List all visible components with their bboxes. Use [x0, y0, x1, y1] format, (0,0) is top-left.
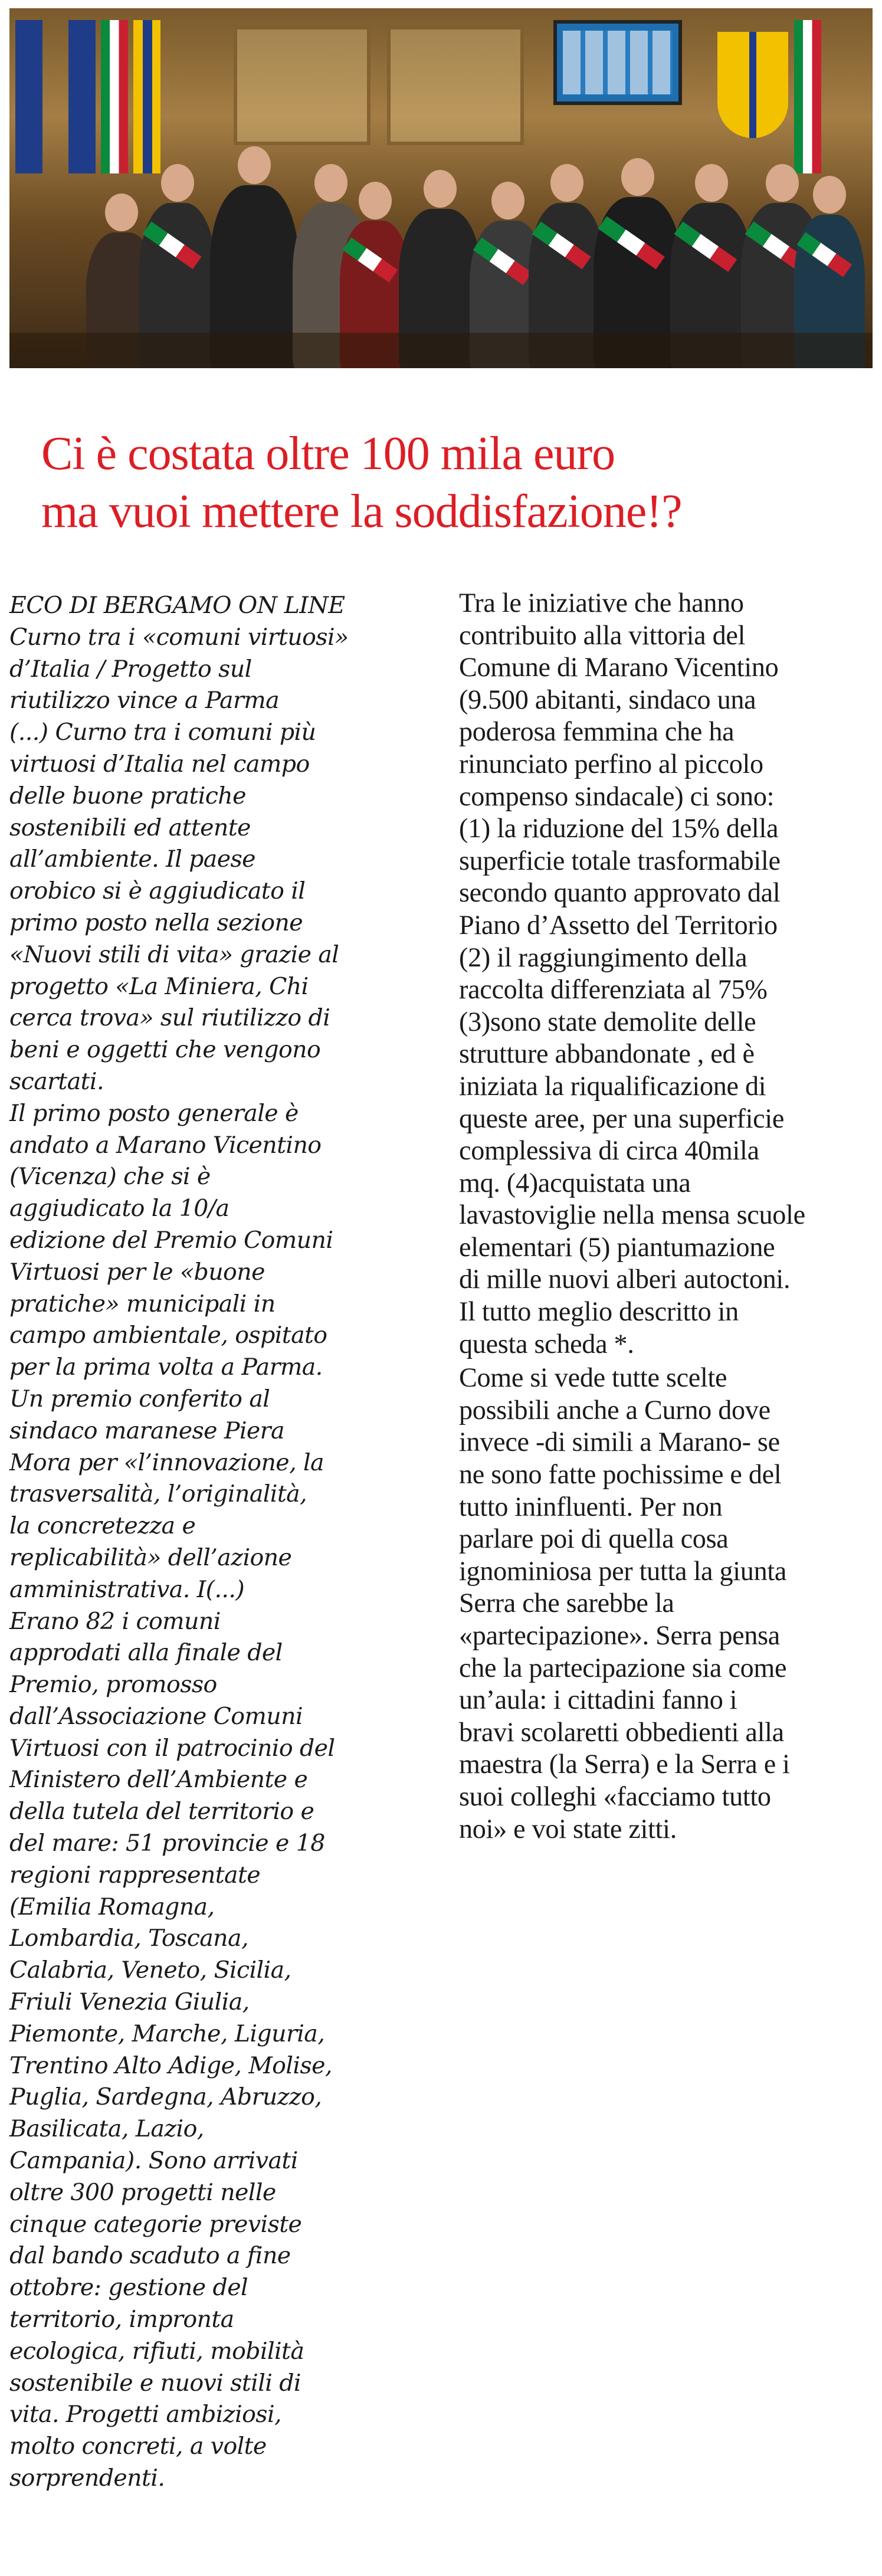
headline-line-1: Ci è costata oltre 100 mila euro — [41, 428, 615, 480]
right-column-paragraph-1-line: mq. (4)acquistata una — [459, 1167, 691, 1198]
left-column-line: della tutela del territorio e — [9, 1798, 314, 1826]
left-column-line: primo posto nella sezione — [9, 909, 303, 936]
left-column-line: (Emilia Romagna, — [9, 1893, 215, 1920]
left-column-line: «Nuovi stili di vita» grazie al — [9, 940, 339, 968]
right-column-paragraph-2-line: parlare poi di quella cosa — [459, 1523, 729, 1554]
left-column-line: Basilicata, Lazio, — [9, 2115, 204, 2143]
left-column-line: oltre 300 progetti nelle — [9, 2178, 276, 2206]
left-column-line: ECO DI BERGAMO ON LINE — [9, 592, 345, 619]
left-column-line: dal bando scaduto a fine — [9, 2242, 291, 2270]
left-column-line: vita. Progetti ambiziosi, — [9, 2401, 281, 2428]
left-column-line: Friuli Venezia Giulia, — [9, 1988, 250, 2016]
right-column-paragraph-2-line: invece -di simili a Marano- se — [459, 1427, 780, 1457]
right-column-paragraph-2-line: ne sono fatte pochissime e del — [459, 1459, 782, 1490]
parma-flag — [133, 20, 160, 173]
right-column-paragraph-1-line: rinunciato perfino al piccolo — [459, 748, 763, 779]
left-column-line: virtuosi d’Italia nel campo — [9, 750, 310, 778]
left-column-line: Premio, promosso — [9, 1671, 217, 1699]
group-photo — [9, 8, 873, 368]
headline — [41, 425, 844, 540]
right-column-paragraph-2-line: noi» e voi state zitti. — [459, 1813, 677, 1844]
left-column-line: Virtuosi con il patrocinio del — [9, 1734, 335, 1762]
left-column-line: approdati alla finale del — [9, 1639, 283, 1667]
left-column-line: edizione del Premio Comuni — [9, 1226, 333, 1254]
right-column-paragraph-1 — [459, 587, 872, 1360]
right-column-paragraph-2-line: maestra (la Serra) e la Serra e i — [459, 1749, 790, 1779]
left-column-line: per la prima volta a Parma. — [9, 1353, 323, 1381]
left-column-line: Trentino Alto Adige, Molise, — [9, 2051, 332, 2079]
left-column-line: sindaco maranese Piera — [9, 1417, 284, 1444]
left-column-line: cerca trova» sul riutilizzo di — [9, 1004, 330, 1032]
display-screen — [553, 20, 682, 105]
left-column-line: Mora per «l’innovazione, la — [9, 1448, 324, 1476]
left-column-line: Un premio conferito al — [9, 1385, 270, 1412]
right-column-paragraph-2-line: tutto ininfluenti. Per non — [459, 1491, 723, 1522]
right-column-paragraph-1-line: contribuito alla vittoria del — [459, 620, 746, 650]
right-column-paragraph-2-line: Serra che sarebbe la — [459, 1588, 674, 1618]
right-column-paragraph-1-line: questa scheda *. — [459, 1328, 634, 1359]
right-column-paragraph-2-line: Come si vede tutte scelte — [459, 1362, 727, 1393]
left-column-line: Virtuosi per le «buone — [9, 1258, 265, 1286]
right-column-paragraph-1-line: poderosa femmina che ha — [459, 716, 735, 747]
left-column-line: Il primo posto generale è — [9, 1099, 299, 1127]
right-column-paragraph-1-line: superficie totale trasformabile — [459, 845, 781, 876]
left-column-line: progetto «La Miniera, Chi — [9, 972, 309, 1000]
left-column-line: dall’Associazione Comuni — [9, 1702, 303, 1730]
left-column-line: d’Italia / Progetto sul — [9, 655, 252, 683]
wall-decoration — [387, 26, 524, 145]
right-column-paragraph-1-line: (1) la riduzione del 15% della — [459, 813, 779, 844]
floor — [9, 333, 873, 368]
left-column-line: territorio, impronta — [9, 2306, 234, 2334]
left-column-line: cinque categorie previste — [9, 2210, 302, 2238]
left-column-line: campo ambientale, ospitato — [9, 1322, 327, 1349]
left-column-line: Erano 82 i comuni — [9, 1607, 221, 1635]
right-column-paragraph-1-line: strutture abbandonate , ed è — [459, 1038, 755, 1069]
left-column-line: Ministero dell’Ambiente e — [9, 1766, 308, 1794]
right-column-paragraph-2-line: possibili anche a Curno dove — [459, 1394, 770, 1425]
italian-flag — [794, 20, 821, 173]
left-column-line: Curno tra i «comuni virtuosi» — [9, 623, 349, 651]
left-column-line: replicabilità» dell’azione — [9, 1543, 292, 1571]
right-column-paragraph-2-line: un’aula: i cittadini fanno i — [459, 1684, 737, 1715]
headline-line-2: ma vuoi mettere la soddisfazione!? — [41, 486, 682, 538]
right-column-paragraph-1-line: queste aree, per una superficie — [459, 1103, 785, 1133]
left-column-line: sostenibile e nuovi stili di — [9, 2369, 301, 2397]
left-column-line: beni e oggetti che vengono — [9, 1036, 321, 1064]
right-column-paragraph-1-line: raccolta differenziata al 75% — [459, 974, 768, 1005]
left-column-line: del mare: 51 provincie e 18 — [9, 1830, 325, 1857]
left-column-line: trasversalità, l’originalità, — [9, 1480, 307, 1508]
wall-decoration — [234, 26, 370, 145]
left-column-line: Calabria, Veneto, Sicilia, — [9, 1956, 291, 1984]
left-column-line: regioni rappresentate — [9, 1861, 261, 1889]
right-column-paragraph-2-line: suoi colleghi «facciamo tutto — [459, 1781, 771, 1811]
left-column-line: aggiudicato la 10/a — [9, 1195, 229, 1223]
right-column-paragraph-2-line: «partecipazione». Serra pensa — [459, 1620, 780, 1650]
italian-flag — [101, 20, 128, 173]
parma-crest — [717, 32, 788, 138]
left-column-line: all’ambiente. Il paese — [9, 845, 255, 873]
right-column-paragraph-2 — [459, 1362, 872, 1845]
right-column-paragraph-2-line: ignominiosa per tutta la giunta — [459, 1555, 787, 1586]
left-column-line: andato a Marano Vicentino — [9, 1131, 322, 1159]
left-column-line: ecologica, rifiuti, mobilità — [9, 2337, 304, 2365]
right-column-paragraph-2-line: bravi scolaretti obbedienti alla — [459, 1716, 784, 1747]
left-column-line: sostenibili ed attente — [9, 814, 251, 841]
right-column-paragraph-1-line: Tra le iniziative che hanno — [459, 588, 744, 618]
right-column-paragraph-1-line: Il tutto meglio descritto in — [459, 1296, 739, 1327]
right-column-paragraph-1-line: (2) il raggiungimento della — [459, 942, 747, 972]
left-column-line: Piemonte, Marche, Liguria, — [9, 2020, 325, 2047]
left-column-line: delle buone pratiche — [9, 782, 246, 809]
right-column-paragraph-1-line: di mille nuovi alberi autoctoni. — [459, 1264, 791, 1294]
right-column-paragraph-1-line: compenso sindacale) ci sono: — [459, 781, 775, 811]
left-column-article — [9, 590, 434, 2495]
left-column-line: (Vicenza) che si è — [9, 1163, 211, 1191]
right-column-article — [459, 587, 872, 1845]
left-column-line: scartati. — [9, 1067, 104, 1095]
left-column-line: (...) Curno tra i comuni più — [9, 719, 316, 746]
right-column-paragraph-1-line: lavastoviglie nella mensa scuole — [459, 1199, 805, 1230]
left-column-line: Lombardia, Toscana, — [9, 1925, 248, 1952]
left-column-line: amministrativa. I(...) — [9, 1575, 245, 1603]
left-column-line: ottobre: gestione del — [9, 2274, 248, 2302]
left-column-line: pratiche» municipali in — [9, 1290, 276, 1318]
right-column-paragraph-1-line: elementari (5) piantumazione — [459, 1231, 775, 1262]
right-column-paragraph-1-line: (3)sono state demolite delle — [459, 1006, 756, 1037]
right-column-paragraph-1-line: complessiva di circa 40mila — [459, 1135, 759, 1166]
left-column-line: sorprendenti. — [9, 2464, 165, 2492]
right-column-paragraph-1-line: secondo quanto approvato dal — [459, 877, 781, 908]
eu-flag — [15, 20, 42, 173]
right-column-paragraph-1-line: iniziata la riqualificazione di — [459, 1070, 766, 1101]
left-column-line: la concretezza e — [9, 1512, 196, 1540]
left-column-line: riutilizzo vince a Parma — [9, 687, 280, 715]
right-column-paragraph-1-line: (9.500 abitanti, sindaco una — [459, 684, 756, 715]
left-column-line: orobico si è aggiudicato il — [9, 877, 306, 905]
left-column-line: Campania). Sono arrivati — [9, 2147, 298, 2175]
left-column-line: molto concreti, a volte — [9, 2433, 267, 2460]
right-column-paragraph-1-line: Comune di Marano Vicentino — [459, 652, 779, 683]
right-column-paragraph-2-line: che la partecipazione sia come — [459, 1652, 787, 1683]
left-column-line: Puglia, Sardegna, Abruzzo, — [9, 2083, 322, 2111]
eu-flag — [68, 20, 96, 173]
right-column-paragraph-1-line: Piano d’Assetto del Territorio — [459, 909, 778, 940]
